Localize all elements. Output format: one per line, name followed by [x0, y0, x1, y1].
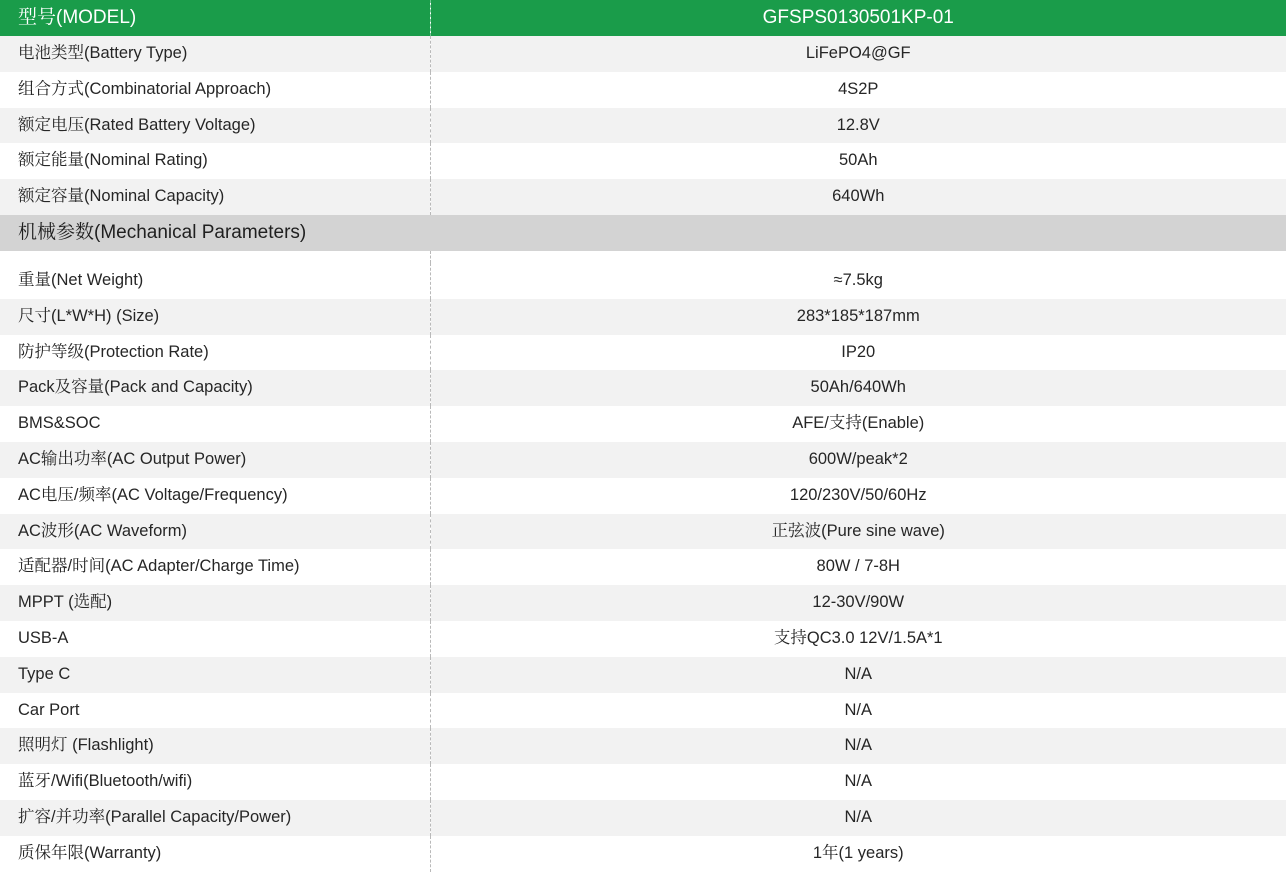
row-value: 12-30V/90W: [430, 585, 1286, 621]
row-value: 支持QC3.0 12V/1.5A*1: [430, 621, 1286, 657]
table-row: [0, 335, 1286, 371]
row-value: 正弦波(Pure sine wave): [430, 514, 1286, 550]
row-label: USB-A: [0, 621, 430, 657]
row-value: N/A: [430, 657, 1286, 693]
spacer-value-cell: [430, 251, 1286, 263]
row-value: N/A: [430, 693, 1286, 729]
row-label: Type C: [0, 657, 430, 693]
row-value: 283*185*187mm: [430, 299, 1286, 335]
spacer-label-cell: [0, 251, 430, 263]
table-row: [0, 478, 1286, 514]
table-row: [0, 72, 1286, 108]
row-label: 质保年限(Warranty): [0, 836, 430, 872]
header-label-cell: 型号(MODEL): [0, 0, 430, 36]
table-row: [0, 800, 1286, 836]
row-label: 蓝牙/Wifi(Bluetooth/wifi): [0, 764, 430, 800]
table-row: [0, 108, 1286, 144]
bottom-rows-body: [0, 263, 1286, 872]
specification-table-top-section: [0, 36, 1286, 215]
row-label: 扩容/并功率(Parallel Capacity/Power): [0, 800, 430, 836]
specification-table-bottom-section: [0, 263, 1286, 872]
row-label: Car Port: [0, 693, 430, 729]
row-value: AFE/支持(Enable): [430, 406, 1286, 442]
row-value: LiFePO4@GF: [430, 36, 1286, 72]
row-label: AC输出功率(AC Output Power): [0, 442, 430, 478]
table-row: [0, 585, 1286, 621]
section-spacer-row: [0, 251, 1286, 263]
table-row: [0, 406, 1286, 442]
row-value: N/A: [430, 764, 1286, 800]
top-rows-body: [0, 36, 1286, 215]
row-value: 600W/peak*2: [430, 442, 1286, 478]
table-row: [0, 442, 1286, 478]
row-label: 适配器/时间(AC Adapter/Charge Time): [0, 549, 430, 585]
row-label: Pack及容量(Pack and Capacity): [0, 370, 430, 406]
table-row: [0, 263, 1286, 299]
row-value: 640Wh: [430, 179, 1286, 215]
table-row: [0, 657, 1286, 693]
row-label: AC波形(AC Waveform): [0, 514, 430, 550]
table-row: [0, 621, 1286, 657]
table-header-row: [0, 0, 1286, 36]
table-row: [0, 764, 1286, 800]
row-label: AC电压/频率(AC Voltage/Frequency): [0, 478, 430, 514]
table-row: [0, 728, 1286, 764]
row-value: 4S2P: [430, 72, 1286, 108]
specification-table-section-header: [0, 215, 1286, 263]
row-label: 组合方式(Combinatorial Approach): [0, 72, 430, 108]
table-row: [0, 836, 1286, 872]
row-label: 尺寸(L*W*H) (Size): [0, 299, 430, 335]
row-value: N/A: [430, 800, 1286, 836]
row-label: 额定容量(Nominal Capacity): [0, 179, 430, 215]
row-value: 1年(1 years): [430, 836, 1286, 872]
row-value: N/A: [430, 728, 1286, 764]
row-label: 额定电压(Rated Battery Voltage): [0, 108, 430, 144]
row-label: 防护等级(Protection Rate): [0, 335, 430, 371]
row-value: IP20: [430, 335, 1286, 371]
table-row: [0, 549, 1286, 585]
row-label: 电池类型(Battery Type): [0, 36, 430, 72]
row-value: 12.8V: [430, 108, 1286, 144]
row-label: 照明灯 (Flashlight): [0, 728, 430, 764]
specification-table-body: [0, 0, 1286, 36]
section-header-body: [0, 215, 1286, 263]
row-value: 120/230V/50/60Hz: [430, 478, 1286, 514]
table-row: [0, 179, 1286, 215]
specification-table: [0, 0, 1286, 36]
table-row: [0, 299, 1286, 335]
table-row: [0, 36, 1286, 72]
table-row: [0, 693, 1286, 729]
table-row: [0, 370, 1286, 406]
row-value: ≈7.5kg: [430, 263, 1286, 299]
row-label: BMS&SOC: [0, 406, 430, 442]
section-row: [0, 215, 1286, 251]
row-label: MPPT (选配): [0, 585, 430, 621]
header-value-cell: GFSPS0130501KP-01: [430, 0, 1286, 36]
section-label: 机械参数(Mechanical Parameters): [0, 215, 1286, 251]
table-row: [0, 514, 1286, 550]
row-label: 额定能量(Nominal Rating): [0, 143, 430, 179]
row-value: 50Ah/640Wh: [430, 370, 1286, 406]
table-row: [0, 143, 1286, 179]
row-value: 80W / 7-8H: [430, 549, 1286, 585]
row-value: 50Ah: [430, 143, 1286, 179]
row-label: 重量(Net Weight): [0, 263, 430, 299]
